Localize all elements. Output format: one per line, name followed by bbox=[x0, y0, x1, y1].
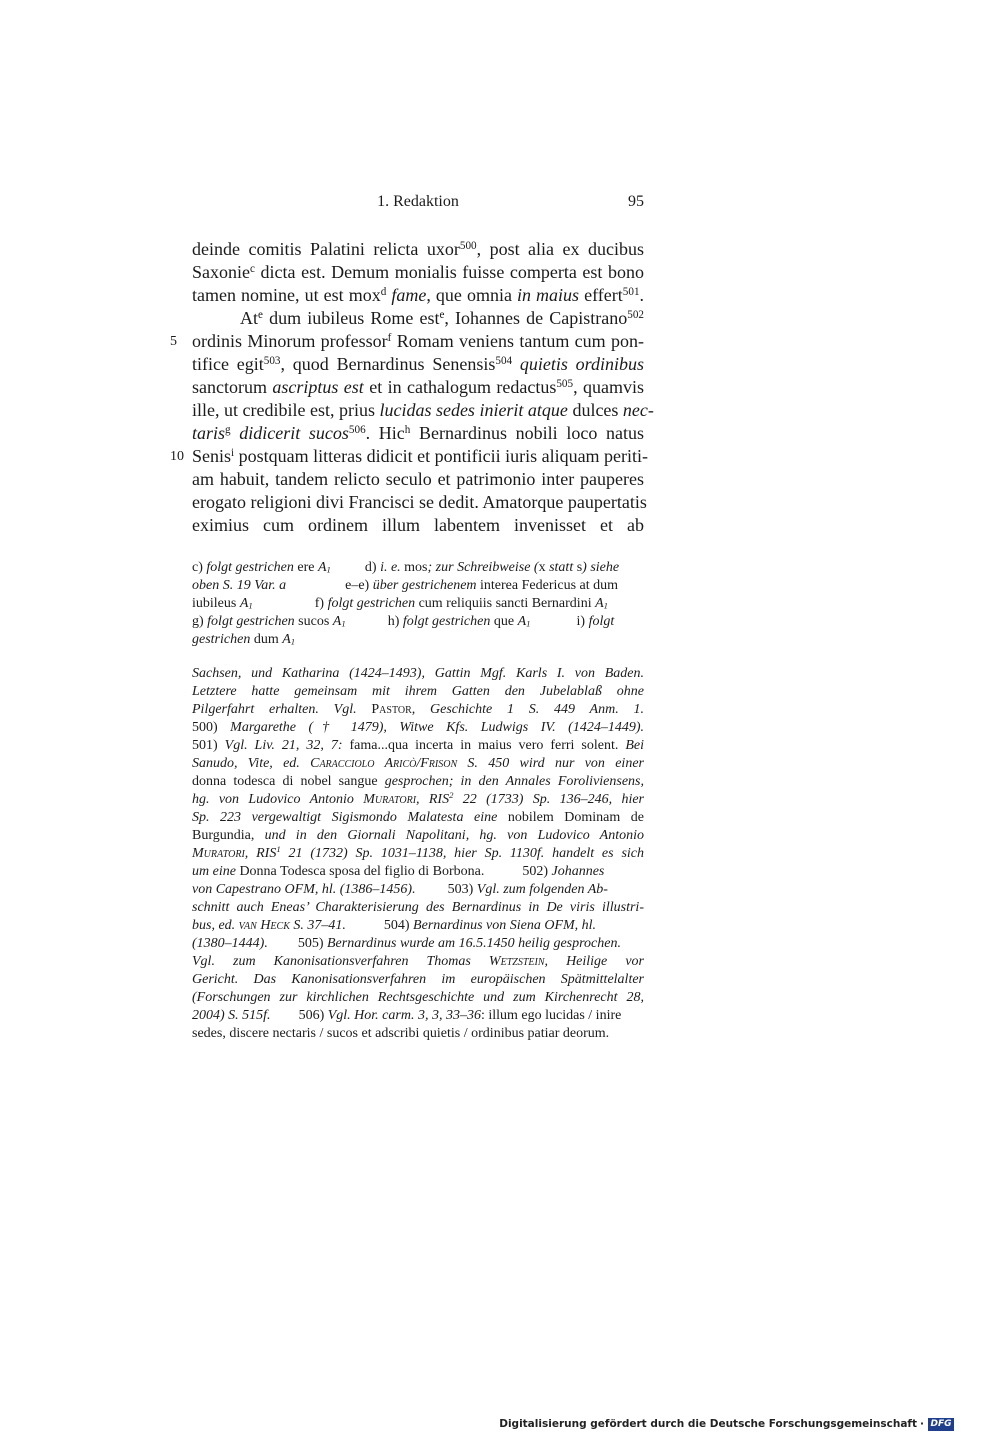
text-line: Senis$^i$ postquam litteras didicit et pontificii iuris aliquam periti- bbox=[192, 446, 649, 466]
text-line: Saxonie$^c$ dicta est. Demum monialis fuisse comperta est bono bbox=[192, 262, 644, 282]
footnote-ref: 501 bbox=[622, 285, 640, 298]
footnote-ref: 500 bbox=[459, 239, 477, 252]
commentary-line: Vgl. zum Kanonisationsverfahren Thomas Wetzstein, Heilige vor bbox=[192, 954, 644, 969]
apparatus-ref: i bbox=[231, 446, 235, 459]
commentary-line: um eine Donna Todesca sposa del figlio di Borbona. 502) Johannes bbox=[192, 864, 605, 879]
commentary-line: hg. von Ludovico Antonio Muratori, RIS$^2$ 22 (1733) Sp. 136–246, hier bbox=[192, 790, 644, 807]
apparatus-ref: e bbox=[439, 308, 445, 321]
digitization-notice: Digitalisierung gefördert durch die Deutsche Forschungsgemeinschaft · DFG bbox=[499, 1416, 954, 1432]
commentary-line: sedes, discere nectaris / sucos et adscribi quietis / ordinibus patiar deorum. bbox=[192, 1026, 610, 1041]
commentary-line: schnitt auch Eneas’ Charakterisierung des Bernardinus in De viris illustri- bbox=[192, 900, 644, 915]
text-line: sanctorum ascriptus est et in cathalogum redactus$^{505}$, quamvis bbox=[192, 377, 644, 397]
text-line: ordinis Minorum professor$^f$ Romam veniens tantum cum pon- bbox=[192, 331, 644, 351]
commentary-line: Gericht. Das Kanonisationsverfahren im europäischen Spätmittelalter bbox=[192, 972, 644, 987]
apparatus-ref: e bbox=[258, 308, 263, 321]
commentary-line: donna todesca di nobel sangue gesprochen; in den Annales Foroliviensens, bbox=[192, 774, 645, 789]
line-number: 10 bbox=[170, 449, 184, 464]
commentary-line: Sp. 223 vergewaltigt Sigismondo Malatesta eine nobilem Dominam de bbox=[192, 810, 644, 825]
apparatus-ref: f bbox=[387, 331, 392, 344]
footnote-ref: 505 bbox=[556, 377, 574, 390]
text-line: tifice egit$^{503}$, quod Bernardinus Senensis$^{504}$ quietis ordinibus bbox=[192, 354, 645, 374]
apparatus-ref: c bbox=[250, 262, 255, 275]
page-number: 95 bbox=[628, 193, 644, 210]
apparatus-line: c) folgt gestrichen ere $A_1$ d) i. e. mos; zur Schreibweise (x statt s) siehe bbox=[192, 560, 620, 575]
commentary-line: (Forschungen zur kirchlichen Rechtsgeschichte und zum Kirchenrecht 28, bbox=[192, 990, 644, 1005]
commentary-line: Letztere hatte gemeinsam mit ihrem Gatten den Jubelablaß ohne bbox=[192, 684, 644, 699]
footnote-ref: 502 bbox=[627, 308, 644, 321]
text-line: erogato religioni divi Francisci se dedit. Amatorque paupertatis bbox=[192, 492, 647, 512]
text-line: eximius cum ordinem illum labentem invenisset et ab bbox=[192, 515, 644, 535]
text-line: tamen nomine, ut est mox$^d$ fame, que omnia in maius effert$^{501}$. bbox=[192, 285, 645, 305]
text-line: deinde comitis Palatini relicta uxor$^{500}$, post alia ex ducibus bbox=[192, 239, 644, 259]
apparatus-ref: g bbox=[225, 423, 231, 436]
text-line: taris$^g$ didicerit sucos$^{506}$. Hic$^h$ Bernardinus nobili loco natus bbox=[192, 423, 644, 443]
text-line: am habuit, tandem relicto seculo et patrimonio inter pauperes bbox=[192, 469, 644, 489]
footnote-ref: 506 bbox=[348, 423, 366, 436]
line-number: 5 bbox=[170, 334, 177, 349]
apparatus-ref: d bbox=[380, 285, 387, 298]
footnote-ref: 504 bbox=[495, 354, 513, 367]
commentary-line: Muratori, RIS$^1$ 21 (1732) Sp. 1031–1138, hier Sp. 1130f. handelt es sich bbox=[192, 844, 644, 861]
footnote-ref: 503 bbox=[263, 354, 281, 367]
commentary-line: Sanudo, Vite, ed. Caracciolo Aricò/Frison S. 450 wird nur von einer bbox=[192, 756, 644, 771]
apparatus-line: gestrichen dum $A_1$ bbox=[192, 632, 296, 647]
commentary-line: Burgundia, und in den Giornali Napolitani, hg. von Ludovico Antonio bbox=[192, 828, 644, 843]
apparatus-ref: h bbox=[404, 423, 411, 436]
text-line: ille, ut credibile est, prius lucidas sedes inierit atque dulces nec- bbox=[192, 400, 654, 420]
apparatus-line: iubileus $A_1$ f) folgt gestrichen cum reliquiis sancti Bernardini $A_1$ bbox=[192, 596, 608, 611]
text-line: At$^e$ dum iubileus Rome est$^e$, Iohannes de Capistrano$^{502}$ bbox=[240, 308, 644, 328]
apparatus-line: g) folgt gestrichen sucos $A_1$ h) folgt gestrichen que $A_1$ i) folgt bbox=[192, 614, 615, 629]
running-head bbox=[192, 193, 644, 215]
commentary-line: Pilgerfahrt erhalten. Vgl. Pastor, Geschichte 1 S. 449 Anm. 1. bbox=[192, 702, 644, 717]
commentary-line: 2004) S. 515f. 506) Vgl. Hor. carm. 3, 3, 33–36: illum ego lucidas / inire bbox=[192, 1008, 622, 1023]
commentary-line: (1380–1444). 505) Bernardinus wurde am 16.5.1450 heilig gesprochen. bbox=[192, 936, 621, 951]
running-head-title: 1. Redaktion bbox=[377, 193, 459, 210]
digitization-notice-text: Digitalisierung gefördert durch die Deutsche Forschungsgemeinschaft bbox=[499, 1418, 917, 1430]
commentary-line: 500) Margarethe († 1479), Witwe Kfs. Ludwigs IV. (1424–1449). bbox=[192, 720, 644, 735]
commentary-line: 501) Vgl. Liv. 21, 32, 7: fama...qua incerta in maius vero ferri solent. Bei bbox=[192, 738, 644, 753]
commentary-line: bus, ed. van Heck S. 37–41. 504) Bernardinus von Siena OFM, hl. bbox=[192, 918, 597, 933]
dfg-logo: DFG bbox=[928, 1418, 954, 1431]
commentary-line: von Capestrano OFM, hl. (1386–1456). 503) Vgl. zum folgenden Ab- bbox=[192, 882, 608, 897]
apparatus-line: oben S. 19 Var. a e–e) über gestrichenem interea Federicus at dum bbox=[192, 578, 619, 593]
commentary-line: Sachsen, und Katharina (1424–1493), Gattin Mgf. Karls I. von Baden. bbox=[192, 666, 644, 681]
